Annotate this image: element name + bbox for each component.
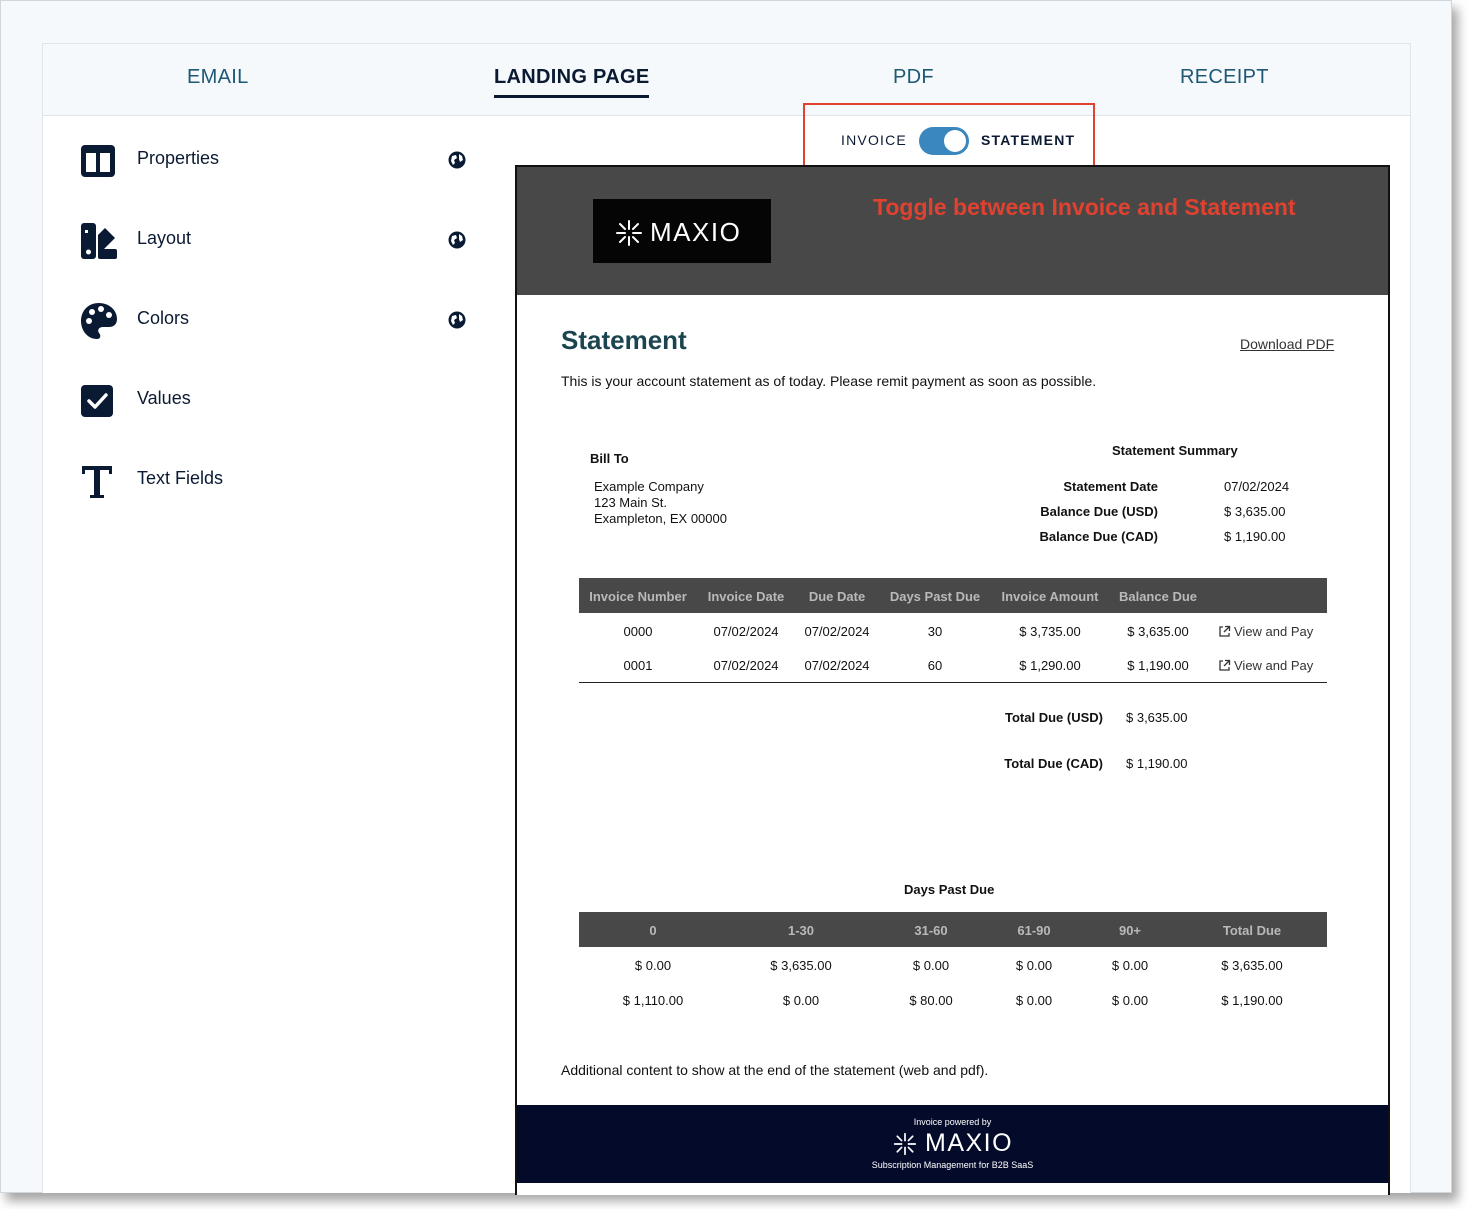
- sidebar-item-label: Properties: [137, 148, 220, 168]
- view-and-pay-link[interactable]: [1218, 624, 1313, 639]
- switch-knob: [944, 130, 966, 152]
- table-cell: $ 3,635.00: [770, 958, 832, 973]
- total-label: Total Due (CAD): [1004, 756, 1103, 771]
- summary-value: $ 1,190.00: [1224, 529, 1286, 544]
- globe-icon[interactable]: [447, 310, 467, 330]
- summary-value: 07/02/2024: [1224, 479, 1290, 494]
- table-cell: $ 80.00: [909, 993, 953, 1008]
- table-divider: [579, 682, 1327, 683]
- footer-tagline: Subscription Management for B2B SaaS: [871, 1160, 1034, 1170]
- preview-footer: [517, 1105, 1388, 1183]
- column-header: 0: [649, 923, 657, 938]
- bill-to-line: Example Company: [594, 479, 704, 494]
- toggle-invoice-label[interactable]: INVOICE: [841, 132, 907, 148]
- tab-email[interactable]: EMAIL: [187, 66, 249, 88]
- table-cell: 07/02/2024: [804, 624, 870, 639]
- total-value: $ 1,190.00: [1126, 756, 1188, 771]
- column-header: Invoice Date: [707, 589, 785, 604]
- tab-bar: [43, 44, 1410, 116]
- table-cell: 07/02/2024: [804, 658, 870, 673]
- table-cell: 07/02/2024: [713, 658, 779, 673]
- total-value: $ 3,635.00: [1126, 710, 1188, 725]
- columns-icon: [79, 141, 119, 181]
- download-pdf-link[interactable]: Download PDF: [1240, 336, 1335, 352]
- footer-logo-text: MAXIO: [925, 1129, 1014, 1157]
- logo-text: MAXIO: [650, 217, 742, 247]
- table-cell: $ 1,190.00: [1221, 993, 1283, 1008]
- globe-icon[interactable]: [447, 150, 467, 170]
- table-cell: $ 1,110.00: [622, 993, 684, 1008]
- table-cell: 30: [927, 624, 943, 639]
- invoice-table-header: [579, 578, 1327, 613]
- sidebar-item-label: Colors: [137, 308, 190, 328]
- invoice-statement-switch[interactable]: [919, 127, 969, 155]
- maxio-mark-icon: [615, 219, 643, 247]
- column-header: Invoice Amount: [1001, 589, 1099, 604]
- table-cell: 07/02/2024: [713, 624, 779, 639]
- globe-icon[interactable]: [447, 230, 467, 250]
- closing-text: Additional content to show at the end of the statement (web and pdf).: [561, 1062, 989, 1078]
- external-link-icon: [1218, 625, 1231, 638]
- swatches-icon: [79, 221, 119, 261]
- tab-pdf[interactable]: PDF: [893, 66, 934, 88]
- table-cell: $ 0.00: [1015, 993, 1053, 1008]
- preview-header: [517, 167, 1388, 295]
- sidebar-item-values[interactable]: [79, 379, 479, 419]
- summary-label: Balance Due (CAD): [1039, 529, 1158, 544]
- page-title: Statement: [561, 325, 687, 355]
- sidebar-item-colors[interactable]: [79, 299, 479, 339]
- view-and-pay-link[interactable]: [1218, 658, 1313, 673]
- table-cell: $ 3,635.00: [1127, 624, 1189, 639]
- sidebar-item-label: Values: [137, 388, 191, 408]
- table-cell: 0000: [623, 624, 653, 639]
- statement-preview: [515, 165, 1390, 1195]
- table-cell: 0001: [623, 658, 653, 673]
- summary-label: Statement Date: [1063, 479, 1158, 494]
- table-cell: $ 0.00: [1015, 958, 1053, 973]
- intro-text: This is your account statement as of today. Please remit payment as soon as possible.: [561, 373, 1097, 389]
- column-header: 61-90: [1017, 923, 1051, 938]
- column-header: Balance Due: [1118, 589, 1198, 604]
- aging-title: Days Past Due: [904, 882, 995, 897]
- table-cell: $ 3,735.00: [1019, 624, 1081, 639]
- sidebar-item-label: Layout: [137, 228, 192, 248]
- annotation-callout: Toggle between Invoice and Statement: [873, 194, 1296, 220]
- column-header: 90+: [1118, 923, 1142, 938]
- table-cell: $ 0.00: [1111, 993, 1149, 1008]
- bill-to-line: Exampleton, EX 00000: [594, 511, 727, 526]
- total-label: Total Due (USD): [1005, 710, 1103, 725]
- palette-icon: [79, 301, 119, 341]
- table-cell: $ 0.00: [634, 958, 672, 973]
- bill-to-line: 123 Main St.: [594, 495, 667, 510]
- column-header: Days Past Due: [889, 589, 981, 604]
- sidebar-item-layout[interactable]: [79, 219, 479, 259]
- summary-label: Balance Due (USD): [1040, 504, 1158, 519]
- sidebar-item-label: Text Fields: [137, 468, 224, 488]
- aging-table-header: [579, 912, 1327, 947]
- sidebar-item-properties[interactable]: [79, 139, 479, 179]
- table-cell: $ 1,290.00: [1019, 658, 1081, 673]
- table-cell: $ 3,635.00: [1221, 958, 1283, 973]
- maxio-mark-icon: [893, 1132, 917, 1156]
- maxio-logo: [593, 199, 771, 263]
- checkbox-icon: [79, 381, 119, 421]
- text-icon: [79, 461, 119, 501]
- table-cell: $ 0.00: [782, 993, 820, 1008]
- table-cell: $ 0.00: [1111, 958, 1149, 973]
- powered-by-text: Invoice powered by: [913, 1117, 992, 1127]
- table-cell: $ 1,190.00: [1127, 658, 1189, 673]
- column-header: 31-60: [914, 923, 948, 938]
- tab-receipt[interactable]: RECEIPT: [1180, 66, 1269, 88]
- summary-title: Statement Summary: [1112, 443, 1238, 458]
- summary-value: $ 3,635.00: [1224, 504, 1286, 519]
- column-header: Total Due: [1222, 923, 1282, 938]
- external-link-icon: [1218, 659, 1231, 672]
- tab-landing-page[interactable]: LANDING PAGE: [494, 66, 649, 98]
- view-and-pay-label: View and Pay: [1234, 624, 1314, 639]
- toggle-statement-label[interactable]: STATEMENT: [981, 132, 1076, 148]
- bill-to-label: Bill To: [590, 451, 629, 466]
- sidebar-item-text-fields[interactable]: [79, 459, 479, 499]
- column-header: 1-30: [787, 923, 815, 938]
- table-cell: 60: [927, 658, 943, 673]
- column-header: Due Date: [808, 589, 866, 604]
- column-header: Invoice Number: [589, 589, 687, 604]
- view-and-pay-label: View and Pay: [1234, 658, 1314, 673]
- table-cell: $ 0.00: [912, 958, 950, 973]
